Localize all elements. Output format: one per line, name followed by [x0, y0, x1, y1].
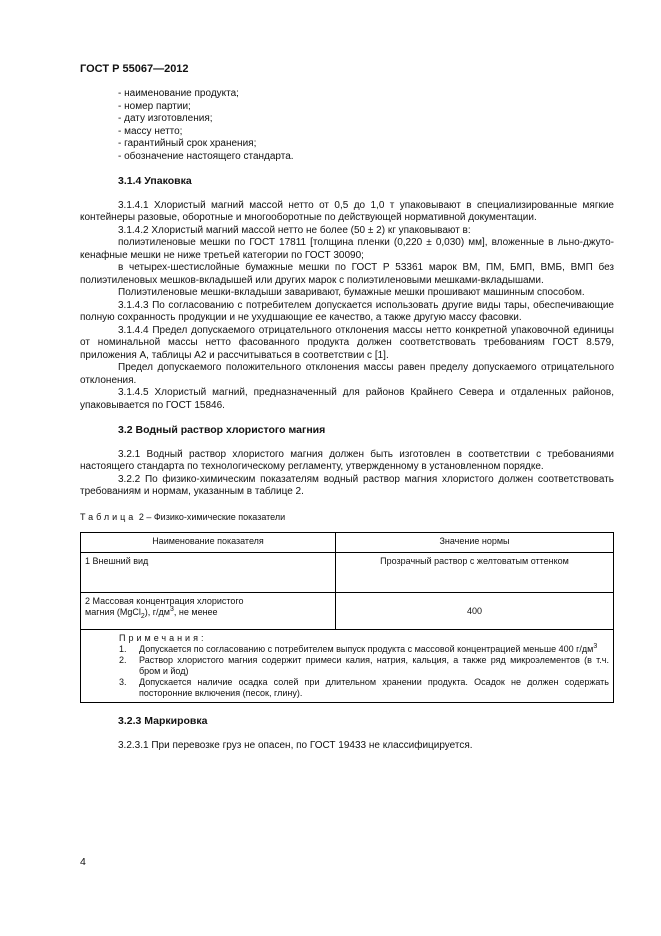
properties-table	[80, 532, 614, 703]
table-header-row	[81, 533, 614, 553]
paragraph: 3.1.4.3 По согласованию с потребителем допускается использовать другие виды тары, обеспечивающие полную сохранность продукции и не ухудшающие ее качество, а также другую массу фасовки.	[80, 299, 614, 323]
table-caption-text: 2 – Физико-химические показатели	[138, 511, 286, 522]
paragraph: 3.1.4.4 Предел допускаемого отрицательного отклонения массы нетто конкретной упаковочной единицы от номинальной массы нетто фасованного продукта должен соответствовать требованиям ГОСТ 8.579, приложения А, таблицы А2 и рассчитываться в соответствии с [1].	[80, 324, 614, 361]
paragraph: 3.2.1 Водный раствор хлористого магния должен быть изготовлен в соответствии с требованиями настоящего стандарта по технологическому регламенту, утвержденному в установленном порядке.	[80, 448, 614, 472]
list-item: - наименование продукта;	[118, 88, 239, 99]
table-row	[81, 593, 614, 630]
marking-list	[80, 88, 614, 163]
table-caption-word: Таблица	[80, 511, 137, 522]
section-heading-marking: 3.2.3 Маркировка	[118, 715, 208, 727]
list-item: - обозначение настоящего стандарта.	[118, 150, 294, 162]
section-heading-packaging: 3.1.4 Упаковка	[118, 175, 192, 187]
table-row	[81, 553, 614, 593]
cell-value: Прозрачный раствор с желтоватым оттенком	[336, 553, 614, 593]
cell-name-line: магния (MgCl$_2$), $г/дм^3$, не менее	[85, 606, 218, 620]
column-header-name: Наименование показателя	[81, 533, 336, 553]
column-header-value: Значение нормы	[336, 533, 614, 553]
notes-title: Примечания:	[119, 633, 207, 643]
paragraph: 3.1.4.2 Хлористый магний массой нетто не более (50 ± 2) кг упаковывают в:	[118, 224, 471, 236]
cell-value: 400	[336, 593, 614, 630]
cell-name-line: 2 Массовая концентрация хлористого	[85, 596, 244, 606]
paragraph: 3.1.4.5 Хлористый магний, предназначенный для районов Крайнего Севера и отдаленных районов, упаковывается по ГОСТ 15846.	[80, 387, 614, 411]
page-number: 4	[80, 856, 86, 868]
list-item: - номер партии;	[118, 100, 191, 112]
section-heading-solution: 3.2 Водный раствор хлористого магния	[118, 424, 326, 436]
paragraph: Полиэтиленовые мешки-вкладыши заваривают, бумажные мешки прошивают машинным способом.	[118, 287, 585, 298]
list-item: - массу нетто;	[118, 125, 183, 137]
document-header: ГОСТ Р 55067—2012	[80, 63, 189, 75]
note-item: 2. Раствор хлористого магния содержит примеси калия, натрия, кальция, а также ряд микроэлементов (в т.ч. бром и йод)	[119, 655, 609, 676]
note-item: 3. Допускается наличие осадка солей при длительном хранении продукта. Осадок не должен содержать посторонние включения (песок, глину).	[119, 677, 609, 698]
cell-name: 1 Внешний вид	[81, 553, 336, 593]
paragraph: 3.2.2 По физико-химическим показателям водный раствор магния хлористого должен соответствовать требованиям и нормам, указанным в таблице 2.	[80, 473, 614, 497]
paragraph: 3.2.3.1 При перевозке груз не опасен, по ГОСТ 19433 не классифицируется.	[118, 739, 473, 751]
note-item: 1. Допускается по согласованию с потребителем выпуск продукта с массовой концентрацией меньше 400 $г/дм^3$	[119, 643, 598, 654]
table-notes-row	[81, 630, 614, 703]
list-item: - дату изготовления;	[118, 113, 213, 124]
cell-name	[81, 593, 336, 630]
table-notes	[81, 630, 614, 703]
paragraph: полиэтиленовые мешки по ГОСТ 17811 [толщина пленки (0,220 ± 0,030) мм], вложенные в льно-джуто-кенафные мешки не ниже третьей категории по ГОСТ 30090;	[80, 237, 614, 261]
paragraph: 3.1.4.1 Хлористый магний массой нетто от 0,5 до 1,0 т упаковывают в специализированные мягкие контейнеры разовые, оборотные и многооборотные по действующей нормативной документации.	[80, 199, 614, 223]
paragraph: в четырех-шестислойные бумажные мешки по ГОСТ Р 53361 марок ВМ, ПМ, БМП, ВМБ, ВМП без полиэтиленовых мешков-вкладышей или других марок с полиэтиленовыми мешками-вкладышами.	[80, 262, 614, 286]
paragraph: Предел допускаемого положительного отклонения массы равен пределу допускаемого отрицательного отклонения.	[80, 362, 614, 386]
document-body	[80, 88, 614, 752]
list-item: - гарантийный срок хранения;	[118, 138, 257, 149]
table-caption	[80, 511, 614, 524]
